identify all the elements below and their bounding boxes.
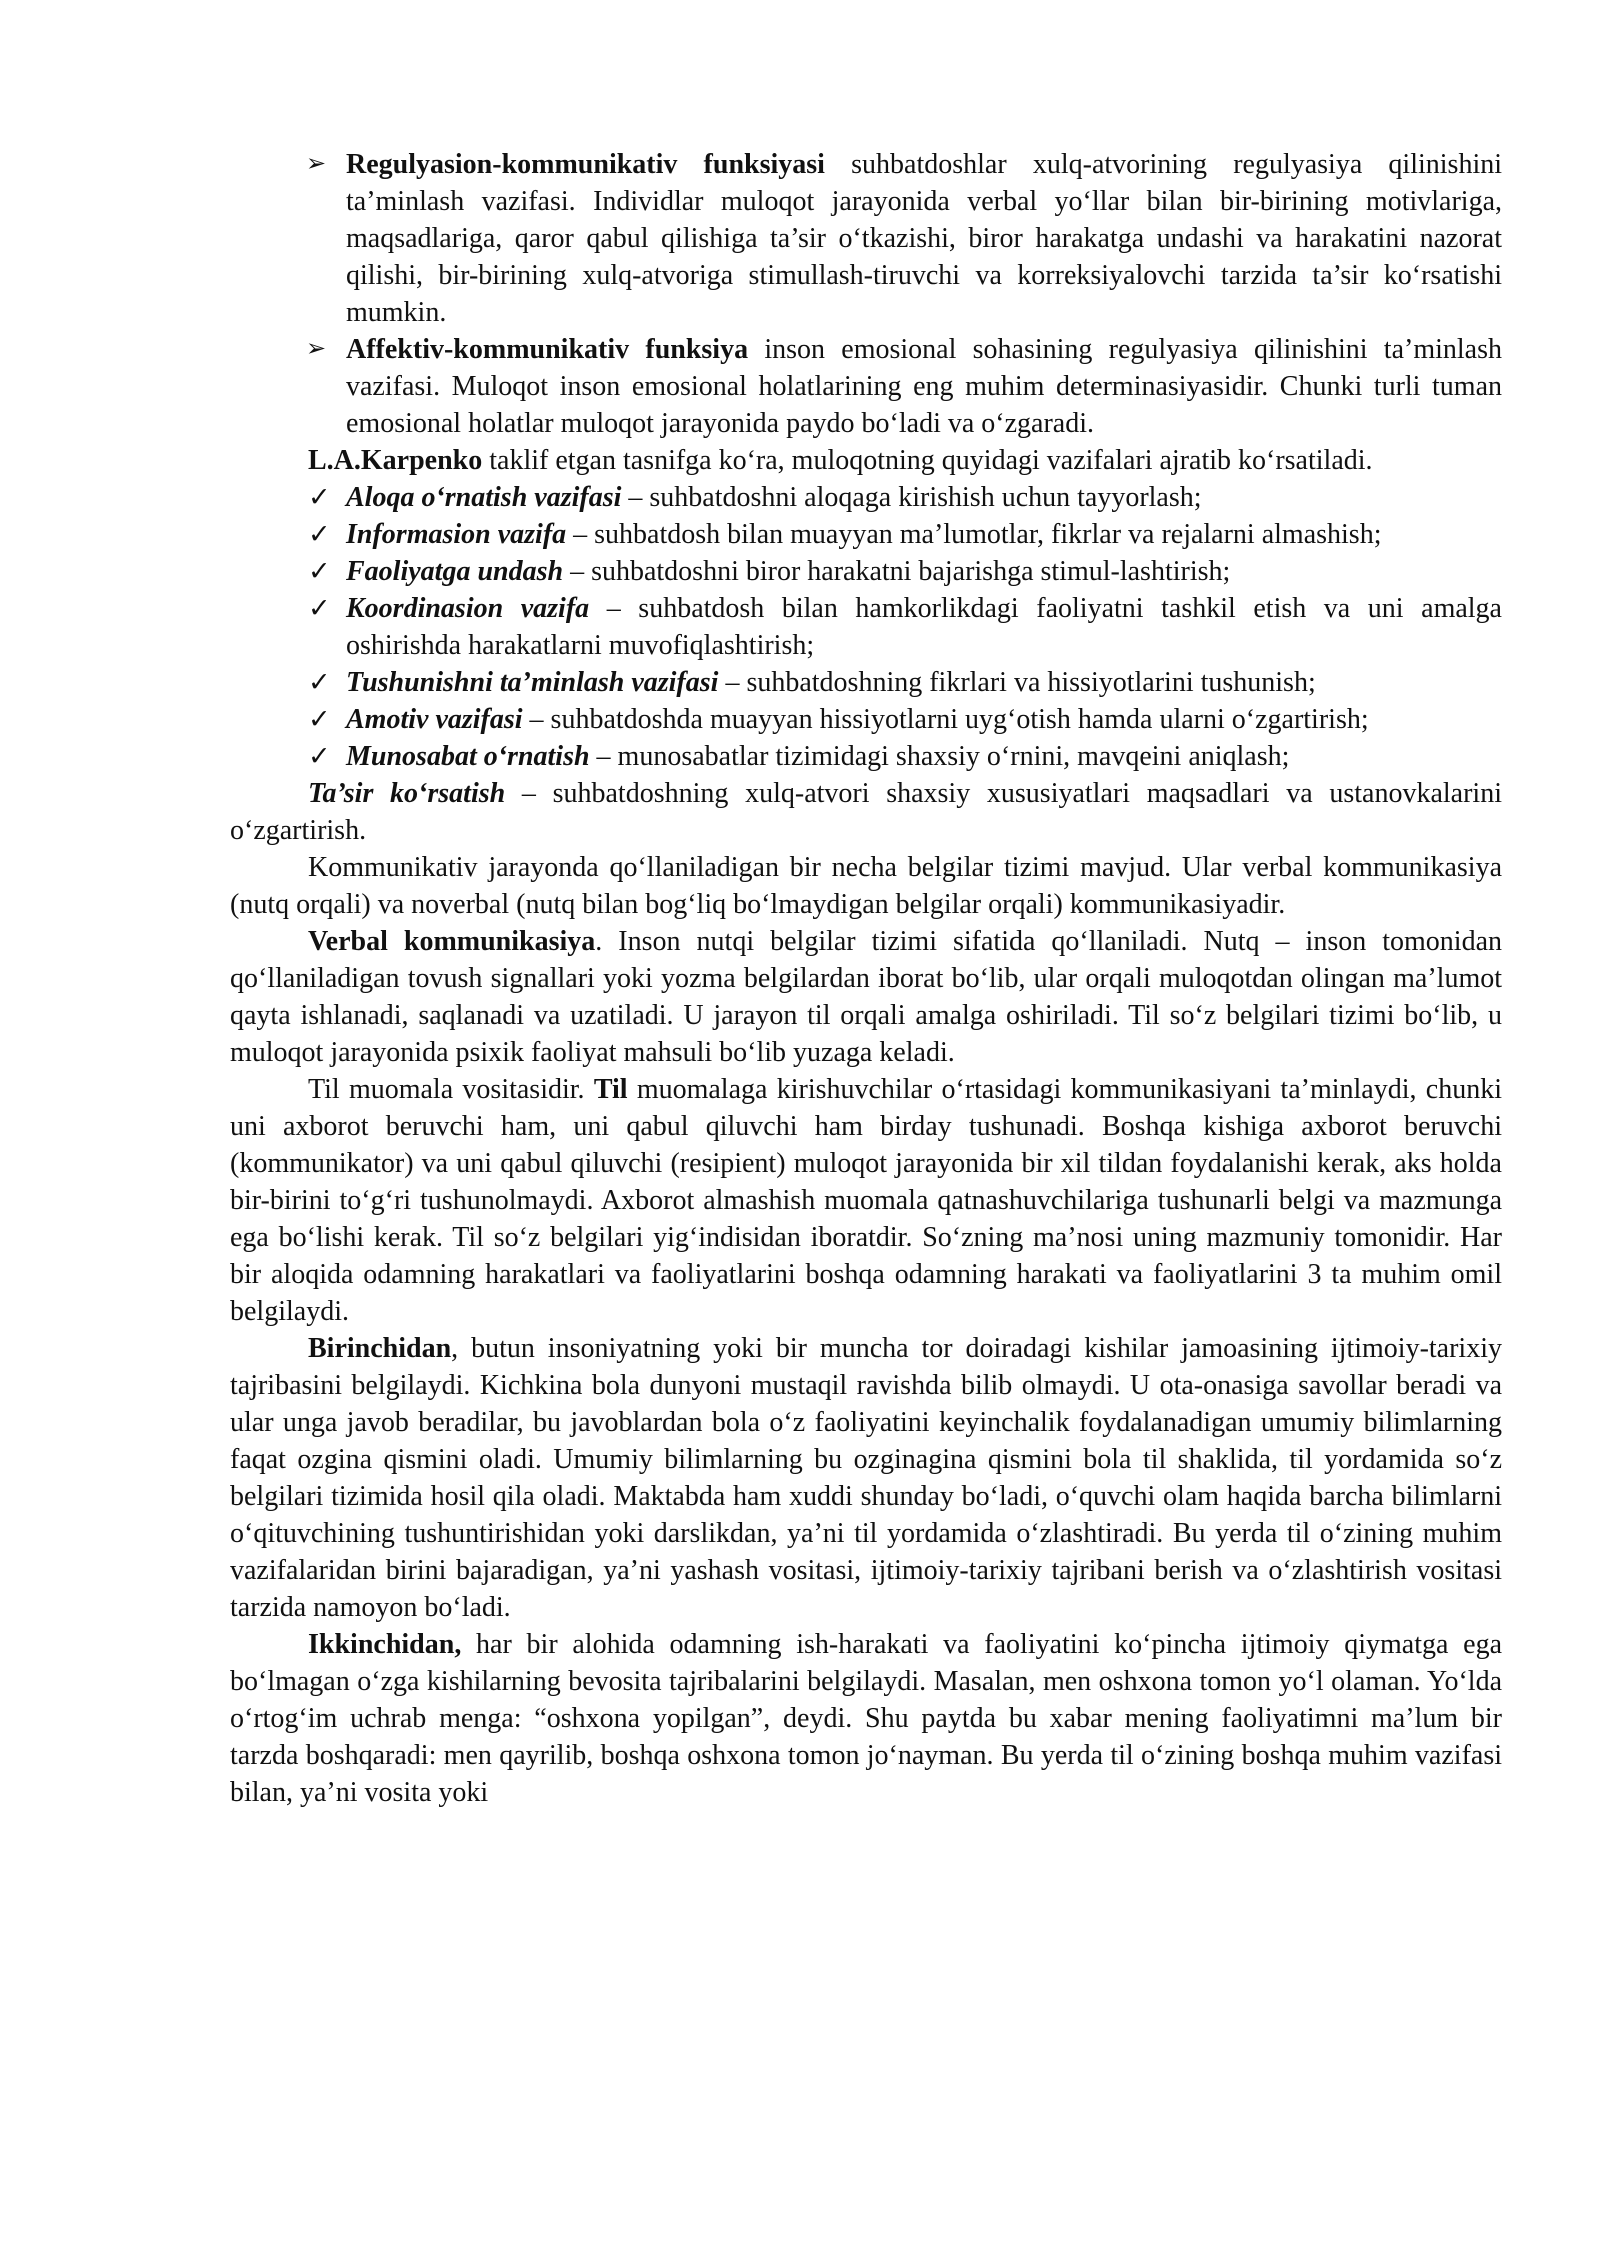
paragraph-ikkinchidan bbox=[230, 1626, 1502, 1811]
term-heading: Til bbox=[593, 1074, 628, 1105]
paragraph-kommunikativ: Kommunikativ jarayonda qo‘llaniladigan bir necha belgilar tizimi mavjud. Ular verbal kommunikasiya (nutq orqali) va noverbal (nutq bilan bog‘liq bo‘lmaydigan belgilar orqali) kommunikasiyadir. bbox=[230, 852, 1502, 920]
checkmark-icon: ✓ bbox=[308, 667, 331, 697]
list-item bbox=[308, 479, 1502, 516]
list-item bbox=[308, 553, 1502, 590]
paragraph-tasir bbox=[230, 775, 1502, 849]
paragraph-text: taklif etgan tasnifga ko‘ra, muloqotning quyidagi vazifalari ajratib ko‘rsatiladi. bbox=[482, 445, 1373, 476]
term-text: – suhbatdoshni aloqaga kirishish uchun tayyorlash; bbox=[621, 482, 1202, 513]
paragraph-til bbox=[230, 1071, 1502, 1330]
term-heading: Koordinasion vazifa bbox=[346, 593, 590, 624]
term-heading: Ta’sir ko‘rsatish bbox=[308, 778, 506, 809]
author-name: L.A.Karpenko bbox=[308, 445, 483, 476]
list-item bbox=[306, 331, 1502, 442]
paragraph-text: – suhbatdoshning xulq-atvori shaxsiy xususiyatlari maqsadlari va ustanovkalarini o‘zgartirish. bbox=[230, 778, 1502, 846]
paragraph-text: . Inson nutqi belgilar tizimi sifatida qo‘llaniladi. Nutq – inson tomonidan qo‘llaniladigan tovush signallari yoki yozma belgilardan iborat bo‘lib, ular orqali muloqotdan olingan ma’lumot qayta ishlanadi, saqlanadi va uzatiladi. U jarayon til orqali amalga oshiriladi. Til so‘z belgilari tizimi bo‘lib, u muloqot jarayonida psixik faoliyat mahsuli bo‘lib yuzaga keladi. bbox=[230, 926, 1503, 1068]
term-text: – suhbatdosh bilan muayyan ma’lumotlar, fikrlar va rejalarni almashish; bbox=[566, 519, 1382, 550]
list-item bbox=[308, 590, 1502, 664]
term-text: inson emosional sohasining regulyasiya qilinishini ta’minlash vazifasi. Muloqot inson emosional holatlarining eng muhim determinasiyasidir. Chunki turli tuman emosional holatlar muloqot jarayonida paydo bo‘ladi va o‘zgaradi. bbox=[346, 334, 1502, 439]
checkmark-icon: ✓ bbox=[308, 556, 331, 586]
paragraph-text: har bir alohida odamning ish-harakati va faoliyatini ko‘pincha ijtimoiy qiymatga ega bo‘lmagan o‘zga kishilarning bevosita tajribalarini belgilaydi. Masalan, men oshxona tomon yo‘l olaman. Yo‘lda o‘rtog‘im uchrab menga: “oshxona yopilgan”, deydi. Shu paytda bu xabar mening faoliyatimni ma’lum bir tarzda boshqaradi: men qayrilib, boshqa oshxona tomon jo‘nayman. Bu yerda til o‘zining boshqa muhim vazifasi bilan, ya’ni vosita yoki bbox=[230, 1629, 1502, 1808]
term-text: suhbatdoshlar xulq-atvorining regulyasiya qilinishini ta’minlash vazifasi. Individlar muloqot jarayonida verbal yo‘llar bilan bir-birining motivlariga, maqsadlariga, qaror qabul qilishiga ta’sir o‘tkazishi, biror harakatga undashi va harakatini nazorat qilishi, bir-birining xulq-atvoriga stimullash-tiruvchi va korreksiyalovchi tarzida ta’sir ko‘rsatishi mumkin. bbox=[346, 149, 1503, 328]
list-item bbox=[308, 738, 1502, 775]
paragraph-karpenko bbox=[230, 442, 1502, 479]
checkmark-icon: ✓ bbox=[308, 482, 331, 512]
checkmark-icon: ✓ bbox=[308, 704, 331, 734]
term-text: – suhbatdoshning fikrlari va hissiyotlarini tushunish; bbox=[718, 667, 1316, 698]
term-heading: Affektiv-kommunikativ funksiya bbox=[346, 334, 749, 365]
list-item bbox=[308, 516, 1502, 553]
term-heading: Birinchidan bbox=[308, 1333, 452, 1364]
paragraph-birinchidan bbox=[230, 1330, 1502, 1626]
term-heading: Informasion vazifa bbox=[346, 519, 567, 550]
term-heading: Verbal kommunikasiya bbox=[308, 926, 596, 957]
arrow-bullet-icon: ➢ bbox=[306, 336, 327, 362]
term-text: – munosabatlar tizimidagi shaxsiy o‘rnini, mavqeini aniqlash; bbox=[589, 741, 1290, 772]
arrow-bullet-icon: ➢ bbox=[306, 151, 327, 177]
paragraph-text: muomalaga kirishuvchilar o‘rtasidagi kommunikasiyani ta’minlaydi, chunki uni axborot beruvchi ham, uni qabul qiluvchi ham birday tushunadi. Boshqa kishiga axborot beruvchi (kommunikator) va uni qabul qiluvchi (resipient) muloqot jarayonida bir xil tildan foydalanishi kerak, aks holda bir-birini to‘g‘ri tushunolmaydi. Axborot almashish muomala qatnashuvchilariga tushunarli belgi va mazmunga ega bo‘lishi kerak. Til so‘z belgilari yig‘indisidan iboratdir. So‘zning ma’nosi uning mazmuniy tomonidir. Har bir aloqida odamning harakatlari va faoliyatlarini boshqa odamning harakati va faoliyatlarini 3 ta muhim omil belgilaydi. bbox=[230, 1074, 1502, 1327]
checkmark-icon: ✓ bbox=[308, 741, 331, 771]
document-page bbox=[230, 146, 1502, 1811]
term-heading: Faoliyatga undash bbox=[346, 556, 564, 587]
term-text: – suhbatdoshda muayyan hissiyotlarni uyg‘otish hamda ularni o‘zgartirish; bbox=[522, 704, 1369, 735]
term-heading: Ikkinchidan, bbox=[308, 1629, 462, 1660]
term-heading: Tushunishni ta’minlash vazifasi bbox=[346, 667, 719, 698]
list-item bbox=[308, 664, 1502, 701]
term-heading: Regulyasion-kommunikativ funksiyasi bbox=[346, 149, 825, 180]
term-heading: Munosabat o‘rnatish bbox=[346, 741, 590, 772]
list-item bbox=[308, 701, 1502, 738]
checkmark-icon: ✓ bbox=[308, 519, 331, 549]
term-heading: Aloqa o‘rnatish vazifasi bbox=[346, 482, 622, 513]
list-item bbox=[306, 146, 1503, 331]
paragraph-text: , butun insoniyatning yoki bir muncha tor doiradagi kishilar jamoasining ijtimoiy-tarixiy tajribasini belgilaydi. Kichkina bola dunyoni mustaqil ravishda bilib olmaydi. U ota-onasiga savollar beradi va ular unga javob beradilar, bu javoblardan bola o‘z faoliyatini keyinchalik foydalanadigan umumiy bilimlarning faqat ozgina qismini oladi. Umumiy bilimlarning bu ozginagina qismini bola til shaklida, til yordamida so‘z belgilari tizimida hosil qila oladi. Maktabda ham xuddi shunday bo‘ladi, o‘quvchi olam haqida barcha bilimlarni o‘qituvchining tushuntirishidan yoki darslikdan, ya’ni til yordamida o‘zlashtiradi. Bu yerda til o‘zining muhim vazifalaridan birini bajaradigan, ya’ni yashash vositasi, ijtimoiy-tarixiy tajribani berish va o‘zlashtirish vositasi tarzida namoyon bo‘ladi. bbox=[230, 1333, 1502, 1623]
term-text: – suhbatdosh bilan hamkorlikdagi faoliyatni tashkil etish va uni amalga oshirishda harakatlarni muvofiqlashtirish; bbox=[346, 593, 1502, 661]
term-text: – suhbatdoshni biror harakatni bajarishga stimul-lashtirish; bbox=[563, 556, 1231, 587]
checkmark-icon: ✓ bbox=[308, 593, 331, 623]
term-heading: Amotiv vazifasi bbox=[346, 704, 523, 735]
paragraph-verbal bbox=[230, 923, 1502, 1071]
paragraph-text: Til muomala vositasidir. bbox=[308, 1074, 594, 1105]
